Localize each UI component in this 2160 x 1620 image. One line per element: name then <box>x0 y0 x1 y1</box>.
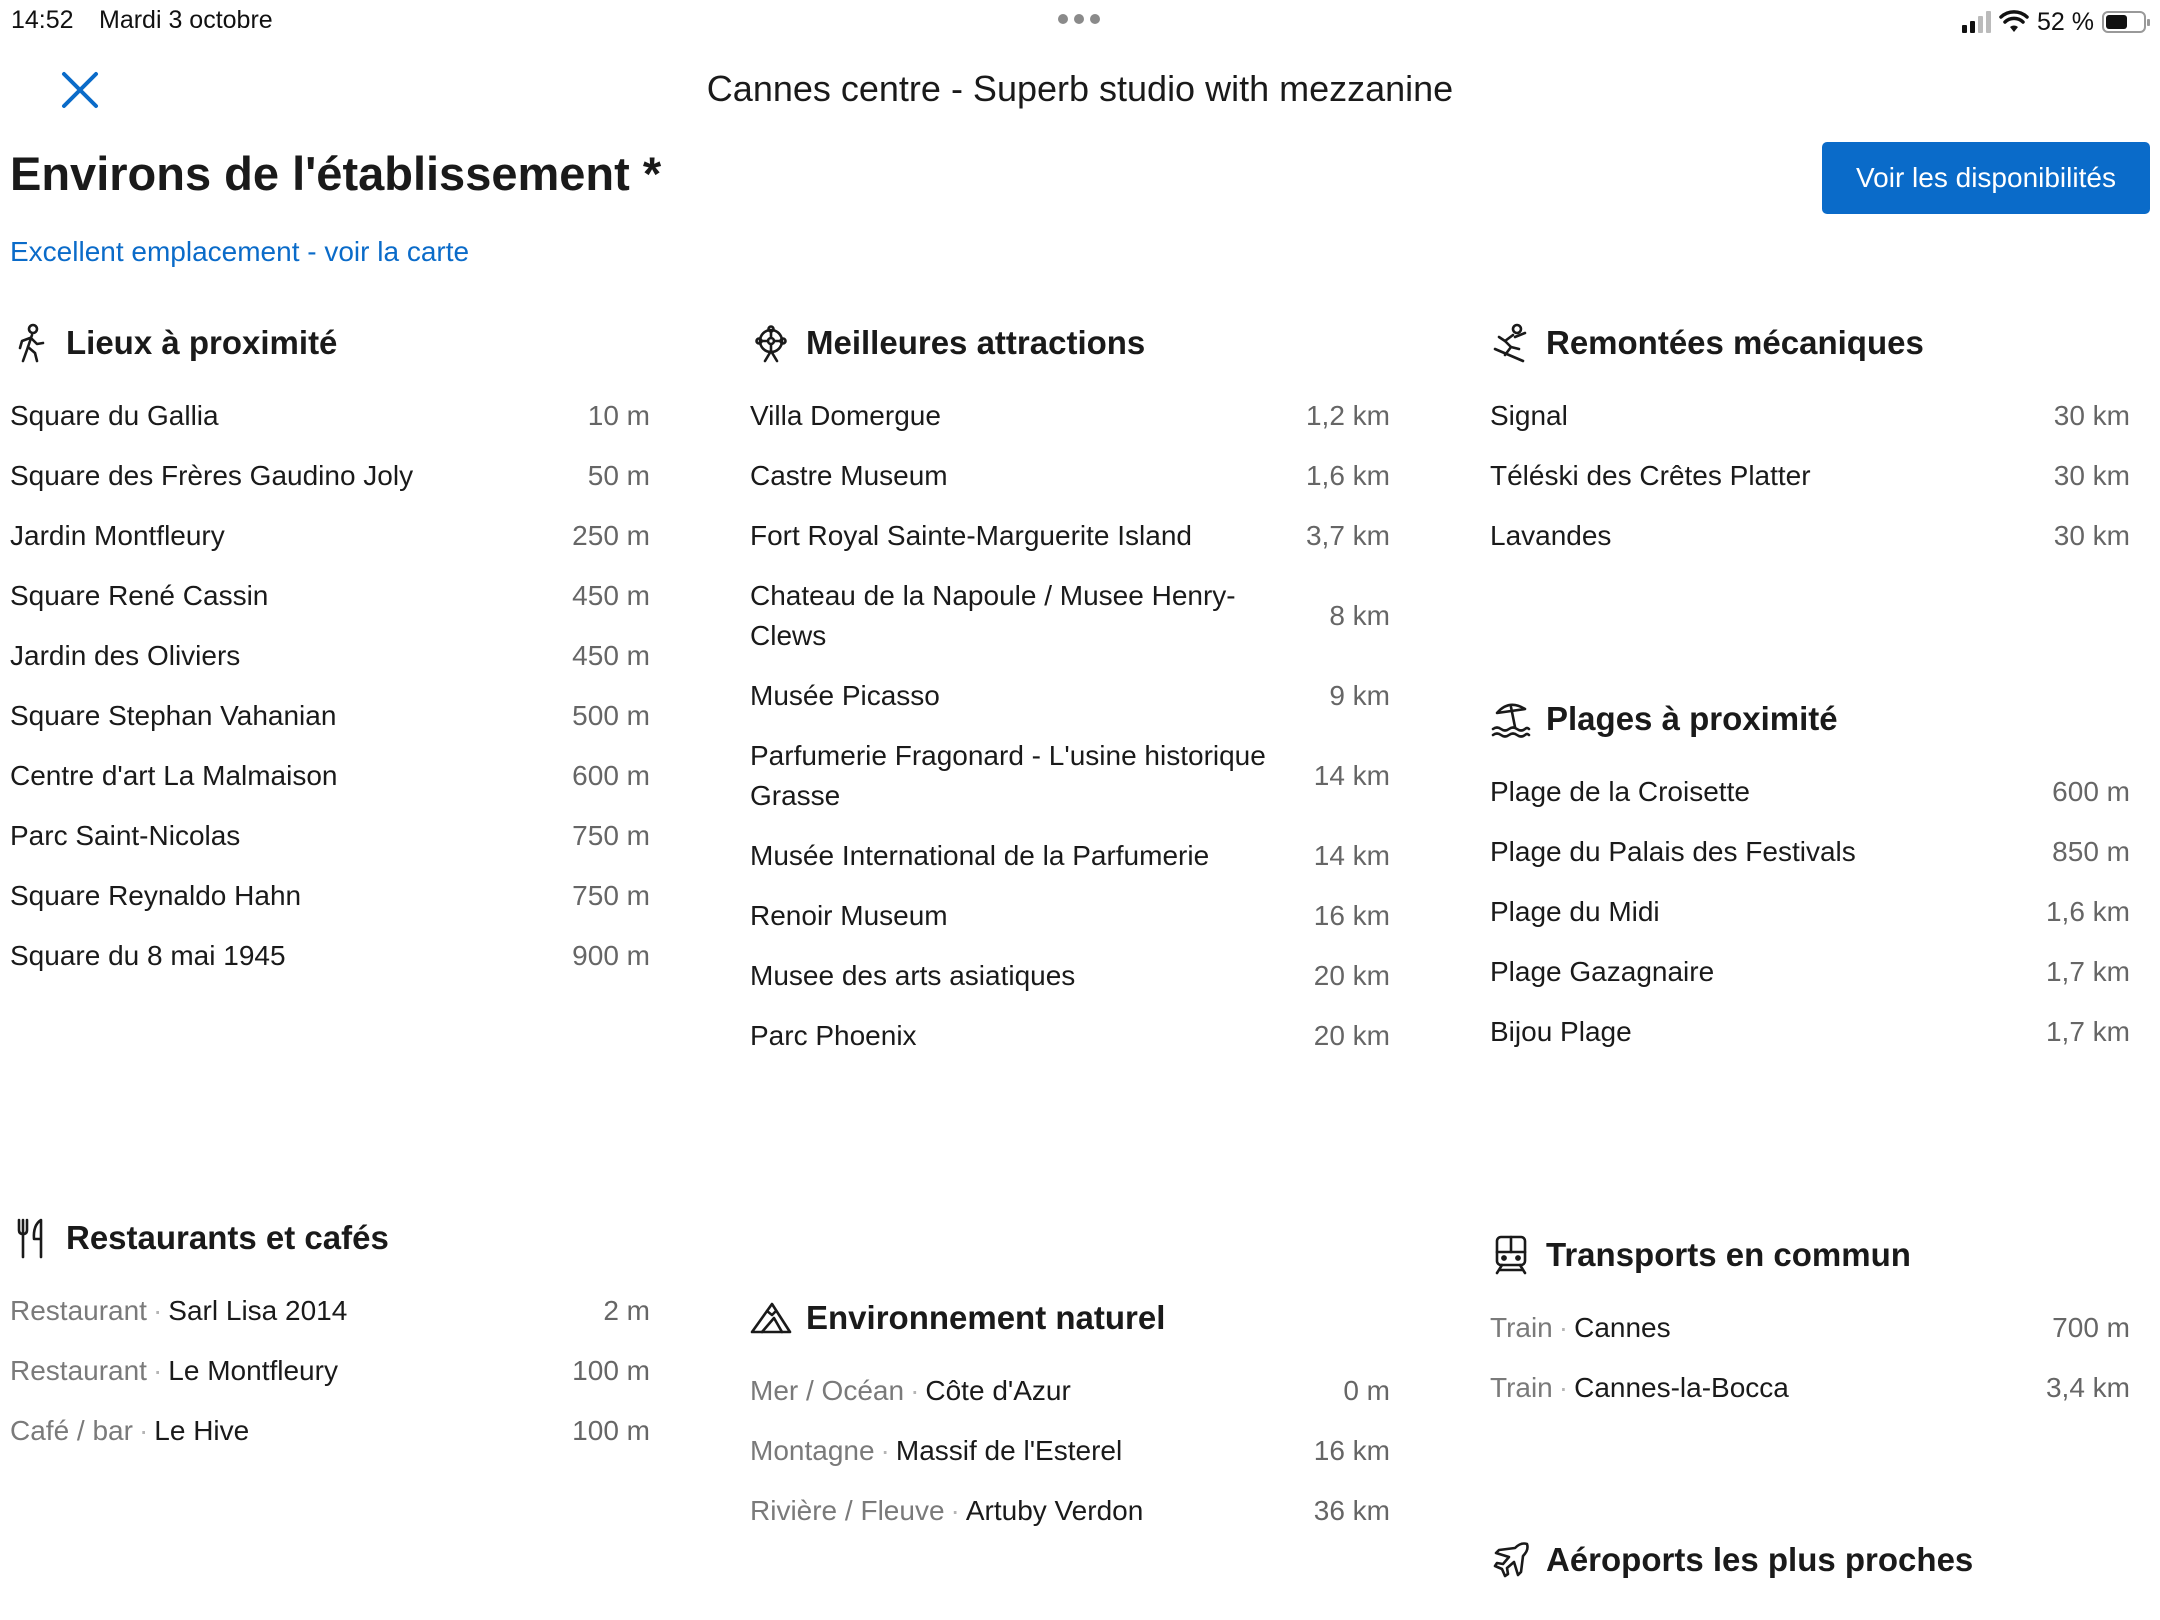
group-beaches <box>1490 676 2130 1062</box>
list-item[interactable]: Square du 8 mai 1945 900 m <box>10 940 650 971</box>
list-item[interactable]: Plage Gazagnaire 1,7 km <box>1490 956 2130 987</box>
list-item[interactable]: Musée International de la Parfumerie 14 km <box>750 840 1390 871</box>
view-map-link[interactable]: Excellent emplacement - voir la carte <box>10 236 470 267</box>
page-title: Cannes centre - Superb studio with mezzanine <box>706 68 1454 109</box>
list-item[interactable]: Castre Museum 1,6 km <box>750 460 1390 491</box>
list-item[interactable]: Lavandes 30 km <box>1490 520 2130 551</box>
group-nearby-places <box>10 300 650 986</box>
group-header <box>1490 1212 2130 1298</box>
cellular-signal-icon <box>1962 11 1991 33</box>
list-item[interactable]: Train · Cannes-la-Bocca 3,4 km <box>1490 1372 2130 1403</box>
skier-icon <box>1490 322 1532 364</box>
transport-list <box>1490 1298 2130 1418</box>
group-nearest-airports <box>1490 1517 2130 1603</box>
mountain-icon <box>750 1297 792 1339</box>
group-title: Environnement naturel <box>806 1299 1166 1336</box>
beach-umbrella-icon <box>1490 698 1532 740</box>
list-item[interactable]: Parc Phoenix 20 km <box>750 1020 1390 1051</box>
list-item[interactable]: Jardin Montfleury 250 m <box>10 520 650 551</box>
airplane-icon <box>1490 1539 1532 1581</box>
group-header <box>1490 300 2130 386</box>
restaurant-list <box>10 1281 650 1461</box>
status-date: Mardi 3 octobre <box>99 6 273 34</box>
list-item[interactable]: Square Reynaldo Hahn 750 m <box>10 880 650 911</box>
group-title: Restaurants et cafés <box>66 1219 389 1256</box>
beach-list <box>1490 762 2130 1062</box>
group-public-transport <box>1490 1212 2130 1418</box>
status-indicators <box>1962 4 2146 40</box>
list-item[interactable]: Rivière / Fleuve · Artuby Verdon 36 km <box>750 1495 1390 1526</box>
status-bar <box>0 0 2160 44</box>
list-item[interactable]: Musée Picasso 9 km <box>750 680 1390 711</box>
group-title: Meilleures attractions <box>806 324 1146 361</box>
group-header <box>1490 1517 2130 1603</box>
group-ski-lifts <box>1490 300 2130 566</box>
group-title: Aéroports les plus proches <box>1546 1541 1974 1578</box>
list-item[interactable]: Plage du Palais des Festivals 850 m <box>1490 836 2130 867</box>
train-icon <box>1490 1234 1532 1276</box>
walking-person-icon <box>10 322 52 364</box>
list-item[interactable]: Parfumerie Fragonard - L'usine historique Grasse 14 km <box>750 740 1390 811</box>
group-header <box>750 1275 1390 1361</box>
list-item[interactable]: Montagne · Massif de l'Esterel 16 km <box>750 1435 1390 1466</box>
battery-icon <box>2102 11 2146 33</box>
group-header <box>1490 676 2130 762</box>
list-item[interactable]: Chateau de la Napoule / Musee Henry-Clews 8 km <box>750 580 1390 651</box>
list-item[interactable]: Square Stephan Vahanian 500 m <box>10 700 650 731</box>
list-item[interactable]: Bijou Plage 1,7 km <box>1490 1016 2130 1047</box>
group-header <box>10 1195 650 1281</box>
group-title: Plages à proximité <box>1546 700 1838 737</box>
list-item[interactable]: Jardin des Oliviers 450 m <box>10 640 650 671</box>
list-item[interactable]: Villa Domergue 1,2 km <box>750 400 1390 431</box>
group-header <box>750 300 1390 386</box>
list-item[interactable]: Café / bar · Le Hive 100 m <box>10 1415 650 1446</box>
battery-percentage: 52 % <box>2037 7 2094 36</box>
list-item[interactable]: Square René Cassin 450 m <box>10 580 650 611</box>
group-title: Transports en commun <box>1546 1236 1911 1273</box>
nature-list <box>750 1361 1390 1541</box>
list-item[interactable]: Centre d'art La Malmaison 600 m <box>10 760 650 791</box>
group-natural-environment <box>750 1275 1390 1541</box>
group-restaurants <box>10 1195 650 1461</box>
list-item[interactable]: Musee des arts asiatiques 20 km <box>750 960 1390 991</box>
list-item[interactable]: Square du Gallia 10 m <box>10 400 650 431</box>
list-item[interactable]: Mer / Océan · Côte d'Azur 0 m <box>750 1375 1390 1406</box>
list-item[interactable]: Renoir Museum 16 km <box>750 900 1390 931</box>
list-item[interactable]: Restaurant · Le Montfleury 100 m <box>10 1355 650 1386</box>
wifi-icon <box>1999 10 2029 34</box>
status-time: 14:52 <box>11 6 74 34</box>
attractions-icon <box>750 322 792 364</box>
group-title: Remontées mécaniques <box>1546 324 1924 361</box>
list-item[interactable]: Signal 30 km <box>1490 400 2130 431</box>
group-header <box>10 300 650 386</box>
list-item[interactable]: Parc Saint-Nicolas 750 m <box>10 820 650 851</box>
place-list <box>10 386 650 986</box>
see-availability-button[interactable]: Voir les disponibilités <box>1822 142 2150 214</box>
list-item[interactable]: Restaurant · Sarl Lisa 2014 2 m <box>10 1295 650 1326</box>
list-item[interactable]: Square des Frères Gaudino Joly 50 m <box>10 460 650 491</box>
attraction-list <box>750 386 1390 1066</box>
list-item[interactable]: Téléski des Crêtes Platter 30 km <box>1490 460 2130 491</box>
ski-lift-list <box>1490 386 2130 566</box>
list-item[interactable]: Fort Royal Sainte-Marguerite Island 3,7 km <box>750 520 1390 551</box>
list-item[interactable]: Plage de la Croisette 600 m <box>1490 776 2130 807</box>
group-top-attractions <box>750 300 1390 1066</box>
list-item[interactable]: Train · Cannes 700 m <box>1490 1312 2130 1343</box>
section-heading: Environs de l'établissement * <box>10 147 662 200</box>
group-title: Lieux à proximité <box>66 324 338 361</box>
multitasking-dots-icon[interactable] <box>1058 9 1108 29</box>
fork-knife-icon <box>10 1217 52 1259</box>
list-item[interactable]: Plage du Midi 1,6 km <box>1490 896 2130 927</box>
